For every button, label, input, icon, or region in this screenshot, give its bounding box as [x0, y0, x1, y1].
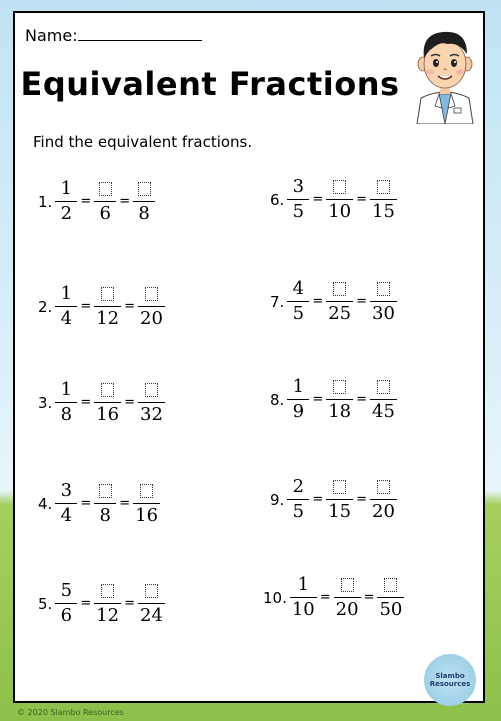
fraction-bar — [326, 499, 353, 500]
denominator: 12 — [96, 605, 120, 626]
equals-sign: = — [119, 496, 131, 511]
answer-blank[interactable] — [333, 380, 346, 394]
numerator: 1 — [60, 178, 73, 199]
fraction-bar — [138, 603, 165, 604]
problem-9 — [270, 476, 397, 523]
name-field[interactable] — [25, 26, 202, 45]
denominator: 10 — [328, 201, 352, 222]
denominator: 10 — [291, 599, 315, 620]
fraction-bar — [94, 603, 121, 604]
instructions-text: Find the equivalent fractions. — [33, 133, 253, 151]
denominator: 5 — [292, 303, 305, 324]
problem-number: 4. — [38, 494, 53, 513]
denominator: 5 — [292, 501, 305, 522]
given-fraction — [287, 376, 309, 423]
denominator: 18 — [328, 401, 352, 422]
answer-blank[interactable] — [99, 182, 112, 196]
answer-fraction — [370, 176, 397, 223]
answer-blank[interactable] — [101, 383, 114, 397]
numerator: 1 — [292, 376, 305, 397]
problem-number: 5. — [38, 594, 53, 613]
equals-sign: = — [124, 299, 136, 314]
answer-blank[interactable] — [101, 584, 114, 598]
fraction-bar — [94, 201, 116, 202]
denominator: 2 — [60, 203, 73, 224]
denominator: 8 — [138, 203, 150, 224]
equals-sign: = — [124, 596, 136, 611]
equals-sign: = — [124, 395, 136, 410]
problem-6 — [270, 176, 397, 223]
denominator: 15 — [372, 201, 395, 222]
numerator: 3 — [60, 480, 73, 501]
denominator: 9 — [292, 401, 305, 422]
name-label: Name: — [25, 26, 78, 45]
denominator: 15 — [328, 501, 352, 522]
answer-fraction — [370, 376, 397, 423]
problem-10 — [263, 574, 404, 621]
denominator: 50 — [379, 599, 403, 620]
page-title: Equivalent Fractions — [20, 65, 400, 103]
answer-fraction — [94, 580, 121, 627]
numerator: 1 — [60, 379, 73, 400]
answer-fraction — [138, 580, 165, 627]
answer-blank[interactable] — [101, 287, 114, 301]
problem-number: 10. — [263, 588, 287, 607]
answer-fraction — [326, 376, 353, 423]
given-fraction — [55, 580, 77, 627]
fraction-bar — [370, 199, 397, 200]
numerator: 4 — [292, 278, 305, 299]
fraction-bar — [55, 306, 77, 307]
fraction-bar — [287, 301, 309, 302]
denominator: 45 — [372, 401, 395, 422]
worksheet-page — [13, 11, 485, 703]
denominator: 4 — [60, 505, 73, 526]
equals-sign: = — [312, 392, 324, 407]
fraction-bar — [138, 306, 165, 307]
answer-blank[interactable] — [377, 480, 390, 494]
denominator: 24 — [140, 605, 163, 626]
denominator: 8 — [99, 505, 111, 526]
answer-fraction — [133, 480, 160, 527]
problem-number: 9. — [270, 490, 285, 509]
fraction-bar — [94, 503, 116, 504]
equals-sign: = — [80, 596, 92, 611]
equals-sign: = — [80, 395, 92, 410]
answer-blank[interactable] — [377, 180, 390, 194]
answer-blank[interactable] — [333, 282, 346, 296]
logo-line-1: Slambo — [435, 672, 465, 680]
numerator: 1 — [60, 283, 73, 304]
equals-sign: = — [356, 392, 368, 407]
denominator: 6 — [60, 605, 73, 626]
fraction-bar — [138, 402, 165, 403]
equals-sign: = — [80, 496, 92, 511]
numerator: 5 — [60, 580, 73, 601]
answer-blank[interactable] — [99, 484, 112, 498]
equals-sign: = — [312, 192, 324, 207]
denominator: 4 — [60, 308, 73, 329]
problem-1 — [38, 178, 155, 225]
fraction-bar — [290, 597, 317, 598]
fraction-bar — [370, 399, 397, 400]
fraction-bar — [326, 199, 353, 200]
problem-7 — [270, 278, 397, 325]
denominator: 12 — [96, 308, 120, 329]
denominator: 32 — [140, 404, 163, 425]
given-fraction — [287, 476, 309, 523]
denominator: 5 — [292, 201, 305, 222]
fraction-bar — [377, 597, 404, 598]
fraction-bar — [133, 201, 155, 202]
fraction-bar — [55, 503, 77, 504]
numerator: 2 — [292, 476, 305, 497]
fraction-bar — [133, 503, 160, 504]
denominator: 6 — [99, 203, 111, 224]
fraction-bar — [55, 201, 77, 202]
problem-3 — [38, 379, 165, 426]
given-fraction — [287, 176, 309, 223]
problem-5 — [38, 580, 165, 627]
fraction-bar — [55, 402, 77, 403]
problem-number: 3. — [38, 393, 53, 412]
given-fraction — [290, 574, 317, 621]
answer-blank[interactable] — [377, 282, 390, 296]
denominator: 20 — [372, 501, 395, 522]
given-fraction — [287, 278, 309, 325]
equals-sign: = — [312, 492, 324, 507]
problem-number: 6. — [270, 190, 285, 209]
answer-blank[interactable] — [145, 287, 158, 301]
fraction-bar — [326, 399, 353, 400]
answer-fraction — [138, 379, 165, 426]
denominator: 25 — [328, 303, 352, 324]
fraction-bar — [287, 199, 309, 200]
fraction-bar — [334, 597, 361, 598]
answer-fraction — [326, 278, 353, 325]
equals-sign: = — [312, 294, 324, 309]
fraction-bar — [55, 603, 77, 604]
fraction-bar — [287, 499, 309, 500]
answer-fraction — [133, 178, 155, 225]
copyright-text: © 2020 Slambo Resources — [17, 708, 124, 717]
problem-4 — [38, 480, 160, 527]
answer-fraction — [138, 283, 165, 330]
fraction-bar — [94, 306, 121, 307]
problem-2 — [38, 283, 165, 330]
answer-fraction — [377, 574, 404, 621]
answer-blank[interactable] — [384, 578, 397, 592]
denominator: 20 — [335, 599, 359, 620]
scientist-avatar-icon — [409, 24, 481, 124]
answer-fraction — [326, 476, 353, 523]
answer-fraction — [370, 476, 397, 523]
given-fraction — [55, 178, 77, 225]
given-fraction — [55, 480, 77, 527]
answer-blank[interactable] — [377, 380, 390, 394]
problem-number: 8. — [270, 390, 285, 409]
problem-number: 2. — [38, 297, 53, 316]
answer-blank[interactable] — [341, 578, 354, 592]
answer-fraction — [334, 574, 361, 621]
answer-fraction — [326, 176, 353, 223]
answer-blank[interactable] — [333, 480, 346, 494]
fraction-bar — [370, 301, 397, 302]
answer-fraction — [370, 278, 397, 325]
answer-blank[interactable] — [145, 584, 158, 598]
logo-line-2: Resources — [429, 680, 471, 688]
equals-sign: = — [356, 192, 368, 207]
fraction-bar — [370, 499, 397, 500]
answer-fraction — [94, 379, 121, 426]
equals-sign: = — [363, 590, 375, 605]
problem-number: 1. — [38, 192, 53, 211]
answer-blank[interactable] — [333, 180, 346, 194]
numerator: 3 — [292, 176, 305, 197]
equals-sign: = — [356, 492, 368, 507]
answer-blank[interactable] — [140, 484, 153, 498]
problem-8 — [270, 376, 397, 423]
equals-sign: = — [80, 194, 92, 209]
answer-fraction — [94, 480, 116, 527]
equals-sign: = — [319, 590, 331, 605]
given-fraction — [55, 379, 77, 426]
problem-number: 7. — [270, 292, 285, 311]
answer-blank[interactable] — [138, 182, 151, 196]
given-fraction — [55, 283, 77, 330]
fraction-bar — [326, 301, 353, 302]
denominator: 20 — [140, 308, 163, 329]
denominator: 30 — [372, 303, 395, 324]
equals-sign: = — [119, 194, 131, 209]
denominator: 16 — [135, 505, 159, 526]
fraction-bar — [287, 399, 309, 400]
denominator: 16 — [96, 404, 120, 425]
name-line[interactable] — [78, 26, 202, 41]
equals-sign: = — [80, 299, 92, 314]
answer-fraction — [94, 178, 116, 225]
equals-sign: = — [356, 294, 368, 309]
fraction-bar — [94, 402, 121, 403]
answer-fraction — [94, 283, 121, 330]
numerator: 1 — [297, 574, 310, 595]
answer-blank[interactable] — [145, 383, 158, 397]
slambo-logo — [424, 654, 476, 706]
denominator: 8 — [60, 404, 73, 425]
